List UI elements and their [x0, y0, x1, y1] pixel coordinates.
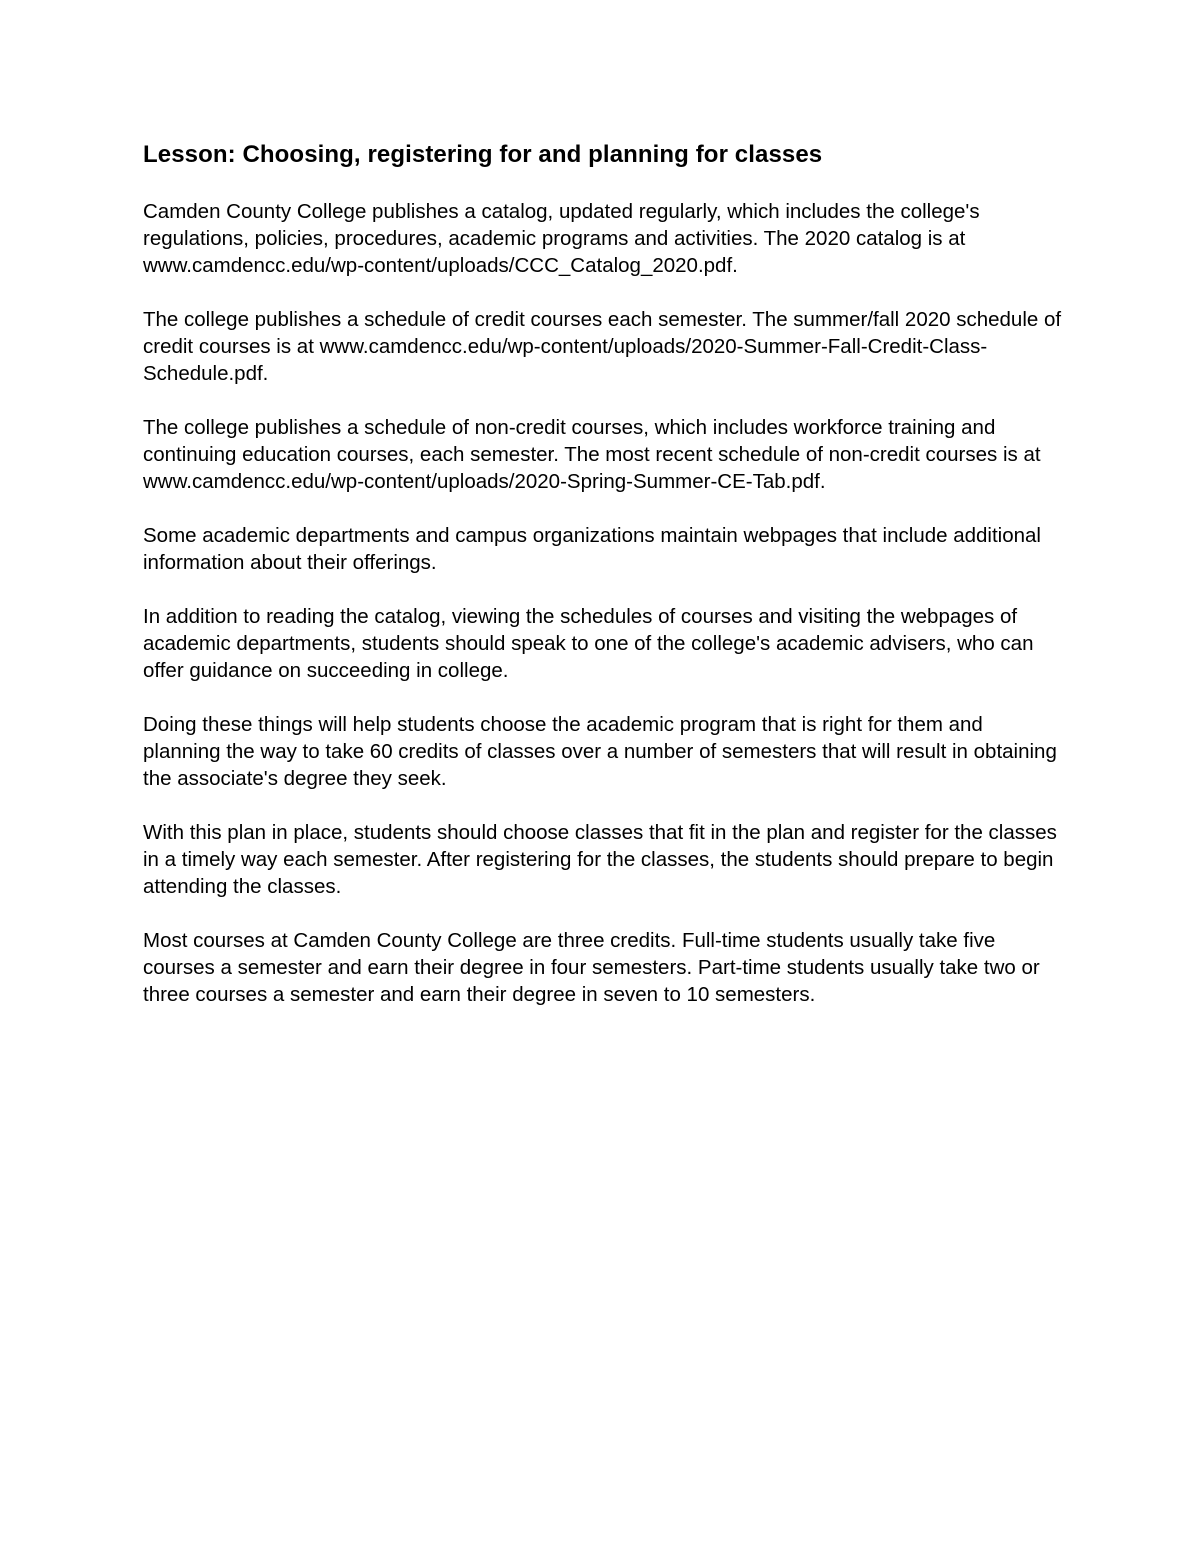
paragraph-academic-program: Doing these things will help students choose the academic program that is right for them and planning the way to take 60 credits of classes over a number of semesters that will result in obtaining the associate's degree they seek. — [143, 713, 1057, 790]
paragraph-catalog: Camden County College publishes a catalog, updated regularly, which includes the college's regulations, policies, procedures, academic programs and activities. The 2020 catalog is at www.camdencc.edu/wp-content/uploads/CCC_Catalog_2020.pdf. — [143, 200, 980, 277]
paragraph-credit-schedule: The college publishes a schedule of credit courses each semester. The summer/fall 2020 schedule of credit courses is at www.camdencc.edu/wp-content/uploads/2020-Summer-Fall-Credit-Class-Schedule.pdf. — [143, 308, 1062, 385]
paragraph-credits-semesters: Most courses at Camden County College are three credits. Full-time students usually take five courses a semester and earn their degree in four semesters. Part-time students usually take two or three courses a semester and earn their degree in seven to 10 semesters. — [143, 929, 1040, 1006]
paragraph-department-webpages: Some academic departments and campus organizations maintain webpages that include additional information about their offerings. — [143, 524, 1041, 574]
paragraph-academic-advisers: In addition to reading the catalog, viewing the schedules of courses and visiting the webpages of academic departments, students should speak to one of the college's academic advisers, who can offer guidance on succeeding in college. — [143, 605, 1034, 682]
paragraph-noncredit-schedule: The college publishes a schedule of non-credit courses, which includes workforce training and continuing education courses, each semester. The most recent schedule of non-credit courses is at www.camdencc.edu/wp-content/uploads/2020-Spring-Summer-CE-Tab.pdf. — [143, 416, 1041, 493]
paragraph-register-classes: With this plan in place, students should choose classes that fit in the plan and register for the classes in a timely way each semester. After registering for the classes, the students should prepare to begin attending the classes. — [143, 821, 1057, 898]
document-body — [143, 140, 1065, 1035]
lesson-title: Lesson: Choosing, registering for and planning for classes — [143, 141, 823, 168]
